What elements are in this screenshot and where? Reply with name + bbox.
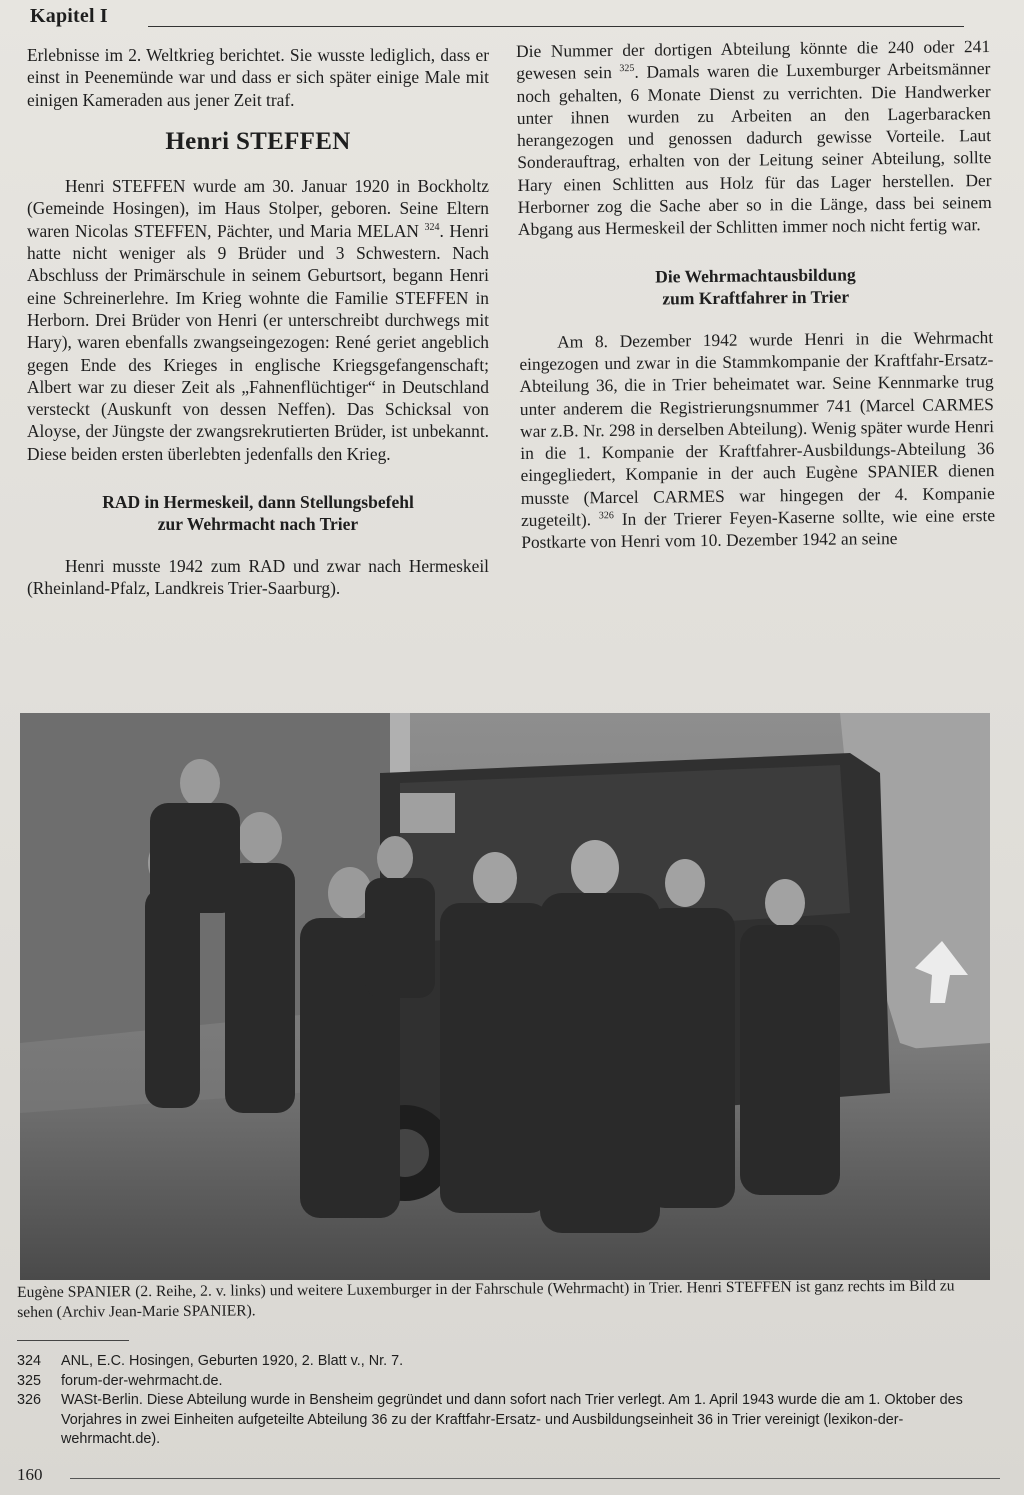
header-rule bbox=[148, 26, 964, 27]
footnote-326 bbox=[17, 1391, 997, 1450]
left-paragraph-1: Erlebnisse im 2. Weltkrieg berichtet. Sie wusste lediglich, dass er einst in Peenemünde war und dass er sich später einige Male mit einigen Kameraden aus jener Zeit traf. bbox=[27, 45, 489, 110]
footnote-ref-326[interactable]: 326 bbox=[598, 510, 614, 522]
footnote-rule bbox=[17, 1340, 129, 1341]
left-paragraph-2-part-b: . Henri hatte nicht weniger als 9 Brüder und 3 Schwestern. Nach Abschluss der Primärschule in seinem Geburtsort, begann Henri eine Schreinerlehre. Im Krieg wohnte die Familie STEFFEN in Herborn. Drei Brüder von Henri (er unterschreibt durchwegs mit Hary), waren ebenfalls zwangseingezogen: René geriet angeblich gegen Ende des Krieges in englische Kriegsgefangenschaft; Albert war zu dieser Zeit als „Fahnenflüchtiger“ in Deutschland versteckt (Auskunft von dessen Neffen). Das Schicksal von Aloyse, der Jüngste der zwangsrekrutierten Brüder, ist unbekannt. Diese beiden ersten überlebten jedenfalls den Krieg. bbox=[27, 220, 489, 464]
right-paragraph-2-part-a: Am 8. Dezember 1942 wurde Henri in die Wehrmacht eingezogen und zwar in die Stammkompanie der Kraftfahr-Ersatz-Abteilung 36, die in Trier beheimatet war. Seine Kennmarke trug unter anderem die Registrierungsnummer 741 (Marcel CARMES war z.B. Nr. 298 in derselben Abteilung). Wenig später wurde Henri in die 1. Kompanie der Kraftfahrer-Ausbildungs-Abteilung 36 eingegliedert, Kompanie in der auch Eugène SPANIER dienen musste (Marcel CARMES war hingegen der 4. Kompanie zugeteilt). bbox=[519, 326, 995, 531]
subheading-wehrmacht-line-2: zum Kraftfahrer in Trier bbox=[662, 286, 850, 309]
right-paragraph-1-part-a: Die Nummer der dortigen Abteilung könnte die 240 oder 241 gewesen sein bbox=[516, 36, 991, 84]
footnotes bbox=[17, 1352, 997, 1450]
subheading-wehrmacht-line-1: Die Wehrmachtausbildung bbox=[655, 264, 856, 287]
subheading-wehrmacht bbox=[518, 262, 992, 311]
right-paragraph-1-part-b: . Damals waren die Luxemburger Arbeitsmänner noch gehalten, 6 Monate Dienst zu verrichten. Die Handwerker unter ihnen wurden zu Arbeiten an den Lagerbaracken herangezogen und genossen dadurch gewisse Vorteile. Laut Sonderauftrag, erhalten von der Leitung seiner Abteilung, sollte Hary einen Schlitten aus Holz für das Lager herstellen. Der Herborner zog die Sache aber so in die Länge, dass bei seinem Abgang aus Hermeskeil der Schlitten immer noch nicht fertig war. bbox=[516, 58, 992, 240]
left-paragraph-2-part-a: Henri STEFFEN wurde am 30. Januar 1920 in Bockholtz (Gemeinde Hosingen), im Haus Stolper, geboren. Seine Eltern waren Nicolas STEFFEN, Pächter, und Maria MELAN bbox=[27, 176, 489, 241]
running-header bbox=[30, 5, 994, 31]
left-paragraph-3: Henri musste 1942 zum RAD und zwar nach Hermeskeil (Rheinland-Pfalz, Landkreis Trier-Saarburg). bbox=[27, 556, 489, 599]
footnote-325 bbox=[17, 1372, 997, 1392]
footnote-number: 324 bbox=[17, 1353, 42, 1369]
page-number: 160 bbox=[17, 1465, 43, 1484]
right-paragraph-2 bbox=[519, 326, 995, 554]
photo-caption: Eugène SPANIER (2. Reihe, 2. v. links) und weitere Luxemburger in der Fahrschule (Wehrmacht) in Trier. Henri STEFFEN ist ganz rechts im Bild zu sehen (Archiv Jean-Marie SPANIER). bbox=[17, 1277, 955, 1321]
footer-rule bbox=[70, 1478, 1000, 1479]
footnote-text: forum-der-wehrmacht.de. bbox=[61, 1372, 223, 1389]
section-title: Henri STEFFEN bbox=[165, 127, 351, 155]
subheading-rad-line-1: RAD in Hermeskeil, dann Stellungsbefehl bbox=[102, 492, 414, 513]
subheading-rad bbox=[27, 491, 489, 535]
footnote-ref-325[interactable]: 325 bbox=[619, 63, 635, 75]
footnote-number: 326 bbox=[17, 1392, 42, 1408]
footnote-number: 325 bbox=[17, 1372, 42, 1389]
footnote-text: ANL, E.C. Hosingen, Geburten 1920, 2. Blatt v., Nr. 7. bbox=[61, 1353, 404, 1369]
right-paragraph-1 bbox=[516, 35, 992, 241]
photo-illustration bbox=[20, 713, 990, 1280]
footnote-ref-324[interactable]: 324 bbox=[424, 221, 440, 233]
chapter-label: Kapitel I bbox=[30, 5, 108, 27]
footnote-text: WASt-Berlin. Diese Abteilung wurde in Bensheim gegründet und dann sofort nach Trier verlegt. Am 1. April 1943 wurde die am 1. Oktober des Vorjahres in zwei Einheiten aufgeteilte Abteilung 36 zu der Kraftfahr-Ersatz- und Ausbildungseinheit 36 in Trier vereinigt (lexikon-der-wehrmacht.de). bbox=[61, 1392, 963, 1447]
historical-photo bbox=[20, 713, 990, 1280]
right-column bbox=[516, 35, 995, 554]
subheading-rad-line-2: zur Wehrmacht nach Trier bbox=[157, 514, 359, 535]
left-column bbox=[27, 44, 489, 600]
right-paragraph-2-part-b: In der Trierer Feyen-Kaserne sollte, wie eine erste Postkarte von Henri vom 10. Dezember 1942 an seine bbox=[521, 505, 996, 553]
left-paragraph-2 bbox=[27, 175, 489, 465]
footnote-324 bbox=[17, 1352, 997, 1372]
